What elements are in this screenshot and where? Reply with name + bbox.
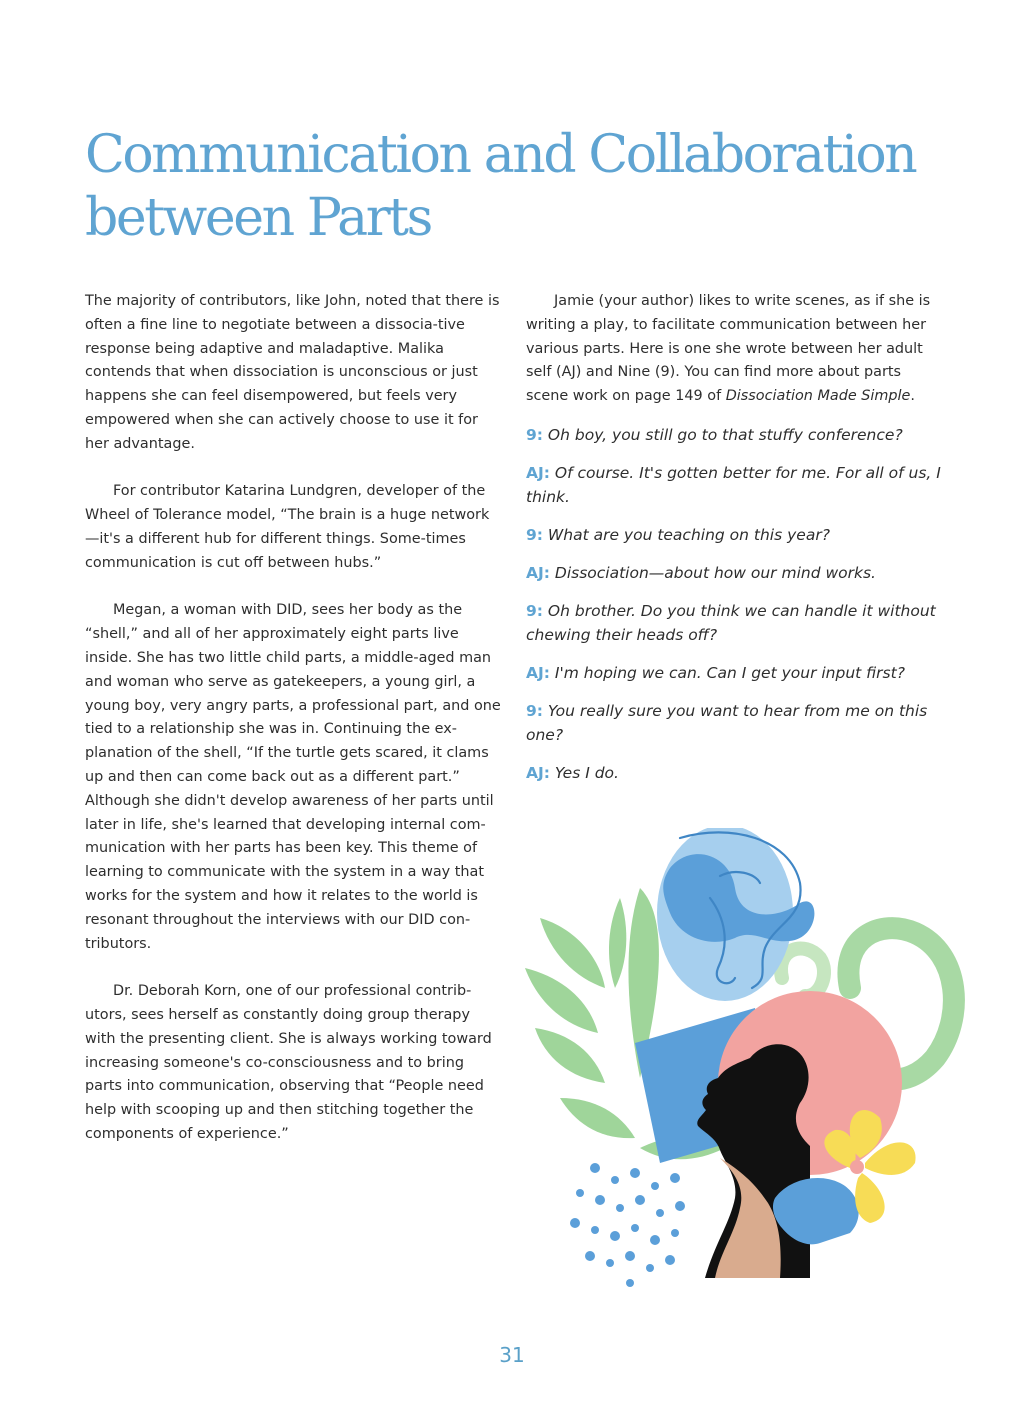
dialogue-line [526, 523, 946, 547]
speaker-label: 9: [526, 525, 543, 544]
title-line-2: between Parts [85, 188, 431, 248]
page-title [85, 124, 965, 250]
scene-intro-text: Jamie (your author) likes to write scenes, as if she is writing a play, to facilitate communication between her various parts. Here is one she wrote between her adult self (AJ) and Nine (9). You can find more about parts scene work on page 149 of [526, 293, 931, 405]
dialogue-text: Oh brother. Do you think we can handle it without chewing their heads off? [526, 601, 936, 644]
scene-intro [526, 290, 946, 409]
speaker-label: AJ: [526, 563, 550, 582]
speaker-label: 9: [526, 601, 543, 620]
dialogue-text: Oh boy, you still go to that stuffy conference? [547, 425, 903, 444]
abstract-portrait-illustration [520, 828, 970, 1288]
speaker-label: 9: [526, 425, 543, 444]
book-title: Dissociation Made Simple [725, 388, 911, 405]
speaker-label: AJ: [526, 663, 550, 682]
paragraph: Dr. Deborah Korn, one of our professional contrib-utors, sees herself as constantly doing group therapy with the presenting client. She is always working toward increasing someone's co-consciousness and to bring parts into communication, observing that “People need help with scooping up and then stitching together the components of experience.” [85, 983, 492, 1142]
speaker-label: AJ: [526, 763, 550, 782]
dialogue-text: Of course. It's gotten better for me. For all of us, I think. [526, 463, 941, 506]
dialogue-line [526, 661, 946, 685]
dialogue-line [526, 699, 946, 747]
left-column [85, 290, 501, 1170]
speaker-label: AJ: [526, 463, 550, 482]
green-brush-ring-inner [781, 948, 824, 996]
dialogue-line [526, 461, 946, 509]
paragraph: The majority of contributors, like John, noted that there is often a fine line to negotiate between a dissocia-tive response being adaptive and maladaptive. Malika contends that when dissociation is unconscious or just happens she can feel disempowered, but feels very empowered when she can actively choose to use it for her advantage. [85, 293, 500, 452]
page-number: 31 [499, 1343, 525, 1367]
speaker-label: 9: [526, 701, 543, 720]
paragraph: Megan, a woman with DID, sees her body as the “shell,” and all of her approximately eight parts live inside. She has two little child parts, a middle-aged man and woman who serve as gatekeepers, a young girl, a young boy, very angry parts, a professional part, and one tied to a relationship she was in. Continuing the ex-planation of the shell, “If the turtle gets scared, it clams up and then can come back out as a different part.” Although she didn't develop awareness of her parts until later in life, she's learned that developing internal com-munication with her parts has been key. This theme of learning to communicate with the system in a way that works for the system and how it relates to the world is resonant throughout the interviews with our DID con-tributors. [85, 602, 501, 952]
title-line-1: Communication and Collaboration [85, 125, 916, 185]
dialogue-text: Dissociation—about how our mind works. [554, 563, 876, 582]
paragraph: For contributor Katarina Lundgren, developer of the Wheel of Tolerance model, “The brain is a huge network—it's a different hub for different things. Some-times communication is cut off between hubs.” [85, 483, 490, 571]
dialogue-line [526, 561, 946, 585]
dialogue-text: I'm hoping we can. Can I get your input first? [554, 663, 905, 682]
dialogue-line [526, 423, 946, 447]
scene-intro-end: . [910, 388, 915, 405]
dialogue-line [526, 599, 946, 647]
dialogue-line [526, 761, 946, 785]
dialogue-text: What are you teaching on this year? [547, 525, 830, 544]
blue-dot-pattern [570, 1163, 685, 1287]
dialogue-text: Yes I do. [554, 763, 619, 782]
dialogue-text: You really sure you want to hear from me on this one? [526, 701, 928, 744]
right-column [526, 290, 946, 799]
